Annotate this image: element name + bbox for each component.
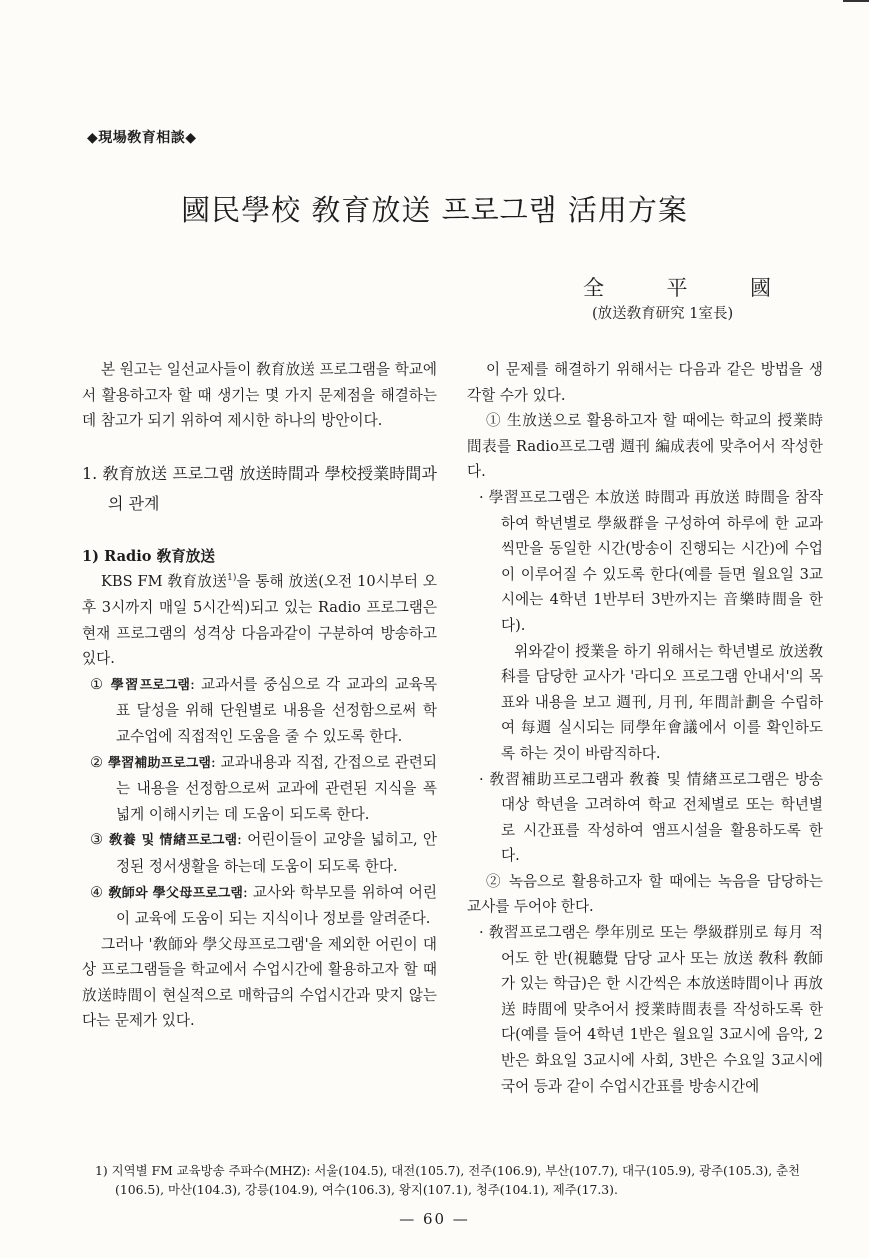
- right-column: [467, 357, 823, 1099]
- body-paragraph: ① 生放送으로 활용하고자 할 때에는 학교의 授業時間表를 Radio프로그램 週刊 編成表에 맞추어서 작성한다.: [467, 412, 823, 481]
- subsection-heading: 1) Radio 敎育放送: [82, 547, 215, 565]
- list-item-label: 敎養 및 情緖프로그램: [109, 833, 237, 849]
- author-name: [583, 272, 771, 302]
- body-paragraph: 위와같이 授業을 하기 위해서는 학년별로 放送敎科를 담당한 교사가 '라디오 프로그램 안내서'의 목표와 내용을 보고 週刊, 月刊, 年間計劃을 수립하여 每週 실시되는 同學年會議에서 이를 확인하도록 하는 것이 바람직하다.: [501, 642, 823, 762]
- body-paragraph: 그러나 '敎師와 學父母프로그램'을 제외한 어린이 대상 프로그램들을 학교에서 수업시간에 활용하고자 할 때 放送時間이 현실적으로 매학급의 수업시간과 맞지 않는다는 문제가 있다.: [82, 935, 437, 1030]
- list-item: [82, 880, 437, 932]
- bullet-item: · 學習프로그램은 本放送 時間과 再放送 時間을 참작하여 학년별로 學級群을 구성하여 하루에 한 교과씩만을 동일한 시간(방송이 진행되는 시간)에 수업이 이루어질 수 있도록 한다(예를 들면 월요일 3교시에는 4학년 1반부터 3반까지는 音樂時間을 한다).: [479, 488, 823, 634]
- author-name-char: 國: [750, 276, 771, 300]
- list-item: [82, 672, 437, 750]
- list-item: [82, 750, 437, 828]
- list-number: ④: [90, 883, 104, 901]
- scan-corner-mark: [843, 0, 869, 2]
- list-item-label: 學習프로그램: [110, 677, 190, 693]
- list-item-label: 敎師와 學父母프로그램: [108, 885, 243, 901]
- footnote-text: 1) 지역별 FM 교육방송 주파수(MHZ): 서울(104.5), 대전(105.7), 전주(106.9), 부산(107.7), 대구(105.9), 광주(105.3), 춘천(106.5), 마산(104.3), 강릉(104.9), 여수(106.3), 왕지(107.1), 청주(104.1), 제주(17.3).: [95, 1163, 801, 1197]
- list-number: ①: [90, 675, 105, 693]
- list-item-text: : 교과내용과 직접, 간접으로 관련되는 내용을 선정함으로써 교과에 관련된 지식을 폭넓게 이해시키는 데 도움이 되도록 한다.: [116, 753, 438, 823]
- author-name-char: 全: [583, 276, 604, 300]
- list-number: ②: [90, 753, 104, 771]
- intro-paragraph: 본 원고는 일선교사들이 敎育放送 프로그램을 학교에서 활용하고자 할 때 생기는 몇 가지 문제점을 해결하는데 참고가 되기 위하여 제시한 하나의 방안이다.: [82, 361, 437, 430]
- list-number: ③: [90, 831, 104, 849]
- list-item-text: : 교과서를 중심으로 각 교과의 교육목표 달성을 위해 단원별로 내용을 선정함으로써 학교수업에 직접적인 도움을 줄 수 있도록 한다.: [116, 675, 438, 745]
- body-text: 을 통해 放送(오전 10시부터 오후 3시까지 매일 5시간씩)되고 있는 Radio 프로그램은 현재 프로그램의 성격상 다음과같이 구분하여 방송하고 있다.: [82, 573, 437, 668]
- footnote-marker[interactable]: 1): [227, 573, 237, 584]
- column-tag: ◆現場敎育相談◆: [87, 130, 197, 146]
- bullet-item: · 敎習補助프로그램과 敎養 및 情緖프로그램은 방송 대상 학년을 고려하여 학교 전체별로 또는 학년별로 시간표를 작성하여 앰프시설을 활용하도록 한다.: [479, 770, 823, 865]
- list-item-text: : 어린이들이 교양을 넓히고, 안정된 정서생활을 하는데 도움이 되도록 한다.: [116, 831, 437, 875]
- list-item: [82, 827, 437, 879]
- body-paragraph: [82, 569, 437, 671]
- author-name-char: 平: [666, 276, 688, 300]
- body-paragraph: 이 문제를 해결하기 위해서는 다음과 같은 방법을 생각할 수가 있다.: [467, 361, 823, 404]
- body-paragraph: ② 녹음으로 활용하고자 할 때에는 녹음을 담당하는 교사를 두어야 한다.: [467, 872, 823, 916]
- body-text: KBS FM 敎育放送: [100, 573, 228, 591]
- list-item-label: 學習補助프로그램: [108, 755, 211, 771]
- bullet-item: · 敎習프로그램은 學年別로 또는 學級群別로 每月 적어도 한 반(視聽覺 담당 교사 또는 放送 敎科 敎師가 있는 학급)은 한 시간씩은 本放送時間이나 再放送 時間에 맞추어서 授業時間表를 작성하도록 한다(예를 들어 4학년 1반은 월요일 3교시에 음악, 2반은 화요일 3교시에 사회, 3반은 수요일 3교시에 국어 등과 같이 수업시간표를 방송시간에: [479, 924, 823, 1095]
- list-item-text: : 교사와 학부모를 위하여 어린이 교육에 도움이 되는 지식이나 정보를 알려준다.: [116, 883, 437, 928]
- page-number: — 60 —: [399, 1210, 470, 1228]
- section-heading: 1. 敎育放送 프로그램 放送時間과 學校授業時間과의 관계: [82, 463, 437, 513]
- author-affiliation: (放送敎育研究 1室長): [592, 306, 734, 322]
- footnote: [95, 1161, 815, 1199]
- article-title: 國民學校 敎育放送 프로그램 活用方案: [181, 193, 688, 227]
- left-column: [82, 357, 437, 1034]
